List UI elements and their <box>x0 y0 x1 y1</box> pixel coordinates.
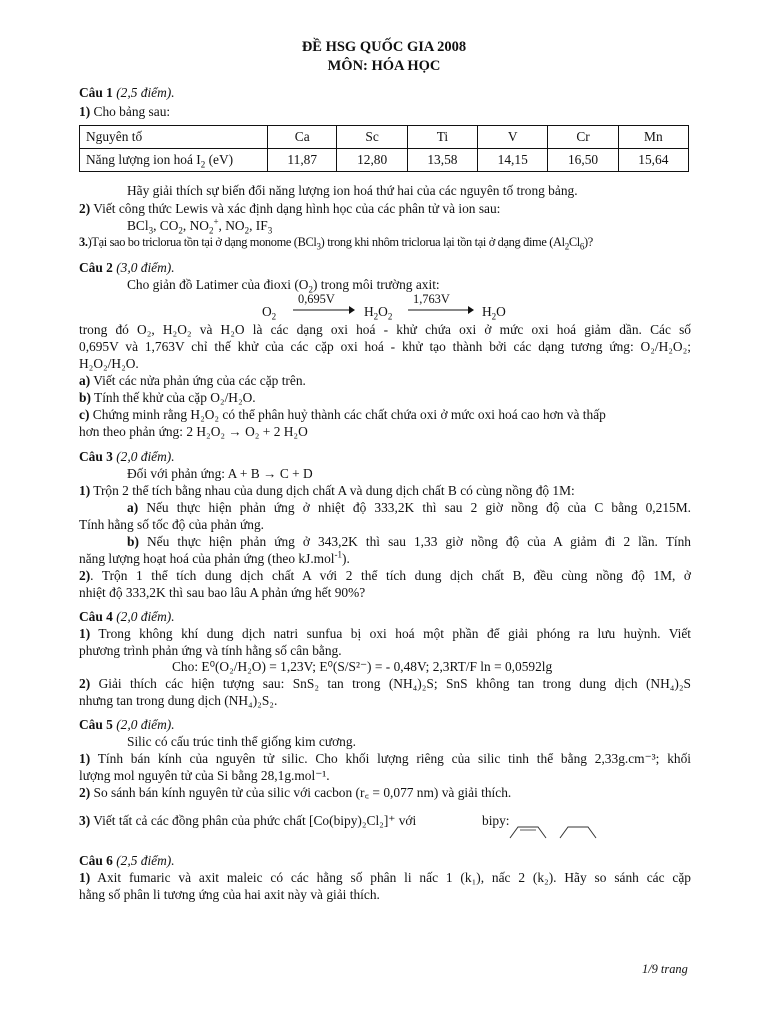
q3-part-b-line2 <box>79 551 350 566</box>
q1-part3-text: )Tại sao bo triclorua tồn tại ở dạng monome (BCl <box>87 235 317 249</box>
q3-part-a-line2: Tính hằng số tốc độ của phản ứng. <box>79 517 265 532</box>
latimer-text: O <box>262 304 272 319</box>
q1-label: Câu 1 <box>79 85 113 100</box>
q3-p1-num: 1) <box>79 483 91 498</box>
q6-part1 <box>79 870 691 885</box>
q2-heading <box>79 260 175 275</box>
q2-para-line3: H₂O₂/H₂O. <box>79 356 139 371</box>
q4-part2 <box>79 676 691 691</box>
q2-b-text: Tính thế khử của cặp O₂/H₂O. <box>94 390 256 405</box>
q6-label: Câu 6 <box>79 853 113 868</box>
latimer-species-o2 <box>262 304 277 322</box>
species-text: , CO <box>153 218 179 233</box>
q5-p1-text: Tính bán kính của nguyên tử silic. Cho khối lượng riêng của silic tinh thể bằng 2,33g.cm⁻³; khối <box>97 751 692 766</box>
q6-heading <box>79 853 175 868</box>
q5-label: Câu 5 <box>79 717 113 732</box>
q2-b-label: b) <box>79 390 91 405</box>
q2-part-a <box>79 373 306 388</box>
latimer-sub: 2 <box>271 311 277 322</box>
q2-label: Câu 2 <box>79 260 113 275</box>
q1-part3-sub: 2 <box>564 241 569 252</box>
q3-b-text: năng lượng hoạt hoá của phản ứng (theo kJ.mol <box>79 551 335 566</box>
exam-subject: MÔN: HÓA HỌC <box>327 58 441 74</box>
q4-p1-text: Trong không khí dung dịch natri sunfua bị oxi hoá một phần để giải phóng ra lưu huỳnh. Viết <box>98 626 691 641</box>
q1-species <box>127 216 273 236</box>
latimer-text: H <box>364 304 374 319</box>
q3-p2-num: 2) <box>79 568 91 583</box>
q5-intro: Silic có cấu trúc tinh thể giống kim cương. <box>127 734 356 749</box>
q1-part1-explain: Hãy giải thích sự biến đổi năng lượng ion hoá thứ hai của các nguyên tố trong bảng. <box>127 183 578 198</box>
q1-part3-num: 3. <box>79 235 88 249</box>
latimer-text: O <box>496 304 506 319</box>
q1-part3-text: Cl <box>568 235 580 249</box>
q4-part2-line2: nhưng tan trong dung dịch (NH₄)₂S₂. <box>79 693 278 708</box>
table-cell: 14,15 <box>478 149 548 172</box>
table-cell: Sc <box>337 126 407 149</box>
latimer-text: H <box>482 304 492 319</box>
q6-part1-line2: hằng số phân li tương ứng của hai axit này và giải thích. <box>79 887 380 902</box>
bipy-structure-icon <box>508 824 604 844</box>
q1-part1-text: Cho bảng sau: <box>93 104 171 119</box>
cell-text: Năng lượng ion hoá I <box>86 152 201 167</box>
q3-part-a <box>127 500 691 515</box>
q3-points: (2,0 điểm). <box>116 449 175 464</box>
q5-part1 <box>79 751 691 766</box>
species-sub: 2 <box>208 225 214 236</box>
table-cell: 15,64 <box>618 149 688 172</box>
q3-part1 <box>79 483 575 498</box>
species-text: , IF <box>249 218 268 233</box>
table-cell: Ti <box>407 126 477 149</box>
q3-b-label: b) <box>127 534 139 549</box>
latimer-arrow-2 <box>408 306 474 314</box>
q5-points: (2,0 điểm). <box>116 717 175 732</box>
q1-part3 <box>79 235 593 250</box>
species-sub: 3 <box>267 225 273 236</box>
q1-points: (2,5 điểm). <box>116 85 175 100</box>
species-sub: 2 <box>178 225 183 236</box>
table-cell: Mn <box>618 126 688 149</box>
q1-part3-text: )? <box>584 235 593 249</box>
q2-intro-text: ) trong môi trường axit: <box>312 277 440 292</box>
q1-heading <box>79 85 175 100</box>
q5-part2 <box>79 785 511 800</box>
table-cell: 16,50 <box>548 149 618 172</box>
q2-part-c-line2: hơn theo phản ứng: 2 H₂O₂ → O₂ + 2 H₂O <box>79 424 308 439</box>
q3-b-text: Nếu thực hiện phản ứng ở 343,2K thì sau 1,33 giờ nồng độ của A giảm đi 2 lần. Tính <box>146 534 691 549</box>
table-cell <box>80 149 268 172</box>
species-text: , NO <box>182 218 209 233</box>
q6-p1-text: Axit fumaric và axit maleic có các hằng số phân li nấc 1 (k₁), nấc 2 (k₂). Hãy so sánh các cặp <box>90 870 691 885</box>
q4-part1-line2: phương trình phản ứng và tính hằng số cân bằng. <box>79 643 342 658</box>
latimer-species-h2o2 <box>364 304 393 322</box>
q5-part1-line2: lượng mol nguyên tử của Si bằng 28,1g.mol⁻¹. <box>79 768 330 783</box>
table-cell: 12,80 <box>337 149 407 172</box>
species-sup: + <box>213 216 219 227</box>
latimer-text: O <box>378 304 388 319</box>
q1-part2 <box>79 201 500 216</box>
species-text: BCl <box>127 218 149 233</box>
q1-part1-num: 1) <box>79 104 91 119</box>
q4-heading <box>79 609 175 624</box>
cell-text: (eV) <box>205 152 234 167</box>
cell-sub: 2 <box>200 159 206 170</box>
table-cell: V <box>478 126 548 149</box>
q3-p2-text: . Trộn 1 thể tích dung dịch chất A với 2 thể tích dung dịch chất B, đều cùng nồng độ 1M, ở <box>90 568 691 583</box>
latimer-sub: 2 <box>491 311 497 322</box>
q2-a-label: a) <box>79 373 91 388</box>
q1-part1 <box>79 104 170 119</box>
q2-part-c <box>79 407 691 422</box>
ionization-table <box>79 125 689 172</box>
q1-part2-num: 2) <box>79 201 91 216</box>
q5-p1-num: 1) <box>79 751 91 766</box>
latimer-potential-1: 0,695V <box>298 292 335 306</box>
q2-intro <box>127 277 440 295</box>
q3-b-text: ). <box>342 551 350 566</box>
page-number: 1/9 trang <box>642 962 688 976</box>
q1-part2-text: Viết công thức Lewis và xác định dạng hình học của các phân tử và ion sau: <box>93 201 501 216</box>
q3-part-b <box>127 534 691 549</box>
q3-a-text: Nếu thực hiện phản ứng ở nhiệt độ 333,2K thì sau 2 giờ nồng độ của C bằng 0,215M. <box>146 500 691 515</box>
q1-part3-sub: 6 <box>579 241 585 252</box>
latimer-sub: 2 <box>373 311 379 322</box>
q4-given: Cho: E⁰(O₂/H₂O) = 1,23V; E⁰(S/S²⁻) = - 0,48V; 2,3RT/F ln = 0,0592lg <box>172 659 553 674</box>
q4-p1-num: 1) <box>79 626 91 641</box>
q3-label: Câu 3 <box>79 449 113 464</box>
species-text: , NO <box>218 218 245 233</box>
q5-heading <box>79 717 175 732</box>
species-sub: 3 <box>148 225 154 236</box>
latimer-sub: 2 <box>387 311 393 322</box>
q6-points: (2,5 điểm). <box>116 853 175 868</box>
q1-part3-text: ) trong khi nhôm triclorua lại tồn tại ở dạng đime (Al <box>320 235 565 249</box>
q2-a-text: Viết các nửa phản ứng của các cặp trên. <box>93 373 306 388</box>
q1-part3-sub: 3 <box>316 241 321 252</box>
q6-p1-num: 1) <box>79 870 91 885</box>
exam-title: ĐỀ HSG QUỐC GIA 2008 <box>301 39 467 55</box>
q2-part-b <box>79 390 256 405</box>
q3-a-label: a) <box>127 500 139 515</box>
q2-points: (3,0 điểm). <box>116 260 175 275</box>
q2-c-label: c) <box>79 407 90 422</box>
q4-label: Câu 4 <box>79 609 113 624</box>
q2-intro-sub: 2 <box>308 284 313 295</box>
q2-c-text: Chứng minh rằng H₂O₂ có thể phân huỷ thành các chất chứa oxi ở mức oxi hoá cao hơn và thấp <box>92 407 606 422</box>
q3-reaction: Đối với phản ứng: A + B → C + D <box>127 466 313 481</box>
table-row <box>80 149 689 172</box>
latimer-arrow-1 <box>293 306 355 314</box>
table-cell: Nguyên tố <box>80 126 268 149</box>
bipy-label: bipy: <box>482 813 510 828</box>
q5-p3-num: 3) <box>79 813 91 828</box>
q5-p2-text: So sánh bán kính nguyên tử của silic với cacbon (r꜀ = 0,077 nm) và giải thích. <box>93 785 512 800</box>
q4-p2-text: Giải thích các hiện tượng sau: SnS₂ tan trong (NH₄)₂S; SnS không tan trong dung dịch (NH₄)₂S <box>98 676 691 691</box>
latimer-species-h2o <box>482 304 506 322</box>
table-cell: 11,87 <box>268 149 337 172</box>
table-cell: Cr <box>548 126 618 149</box>
q4-p2-num: 2) <box>79 676 91 691</box>
q2-para-line1: trong đó O₂, H₂O₂ và H₂O là các dạng oxi hoá - khử chứa oxi ở mức oxi hoá giảm dần. Các số <box>79 322 691 337</box>
latimer-potential-2: 1,763V <box>413 292 450 306</box>
table-cell: Ca <box>268 126 337 149</box>
q5-p2-num: 2) <box>79 785 91 800</box>
q5-part3 <box>79 813 416 828</box>
q3-b-sup: -1 <box>334 549 343 560</box>
q2-intro-text: Cho giản đồ Latimer của đioxi (O <box>127 277 309 292</box>
table-cell: 13,58 <box>407 149 477 172</box>
table-row <box>80 126 689 149</box>
q4-part1 <box>79 626 691 641</box>
q3-part2-line2: nhiệt độ 333,2K thì sau bao lâu A phản ứng hết 90%? <box>79 585 366 600</box>
q4-points: (2,0 điểm). <box>116 609 175 624</box>
q2-para-line2: 0,695V và 1,763V chỉ thế khử của các cặp oxi hoá - khử tạo thành bởi các dạng tương ứng: O₂/H₂O₂; <box>79 339 691 354</box>
species-sub: 2 <box>244 225 250 236</box>
q3-heading <box>79 449 175 464</box>
q5-p3-text: Viết tất cả các đồng phân của phức chất [Co(bipy)₂Cl₂]⁺ với <box>93 813 417 828</box>
q3-p1-text: Trộn 2 thể tích bằng nhau của dung dịch chất A và dung dịch chất B có cùng nồng độ 1M: <box>93 483 575 498</box>
q3-part2 <box>79 568 691 583</box>
